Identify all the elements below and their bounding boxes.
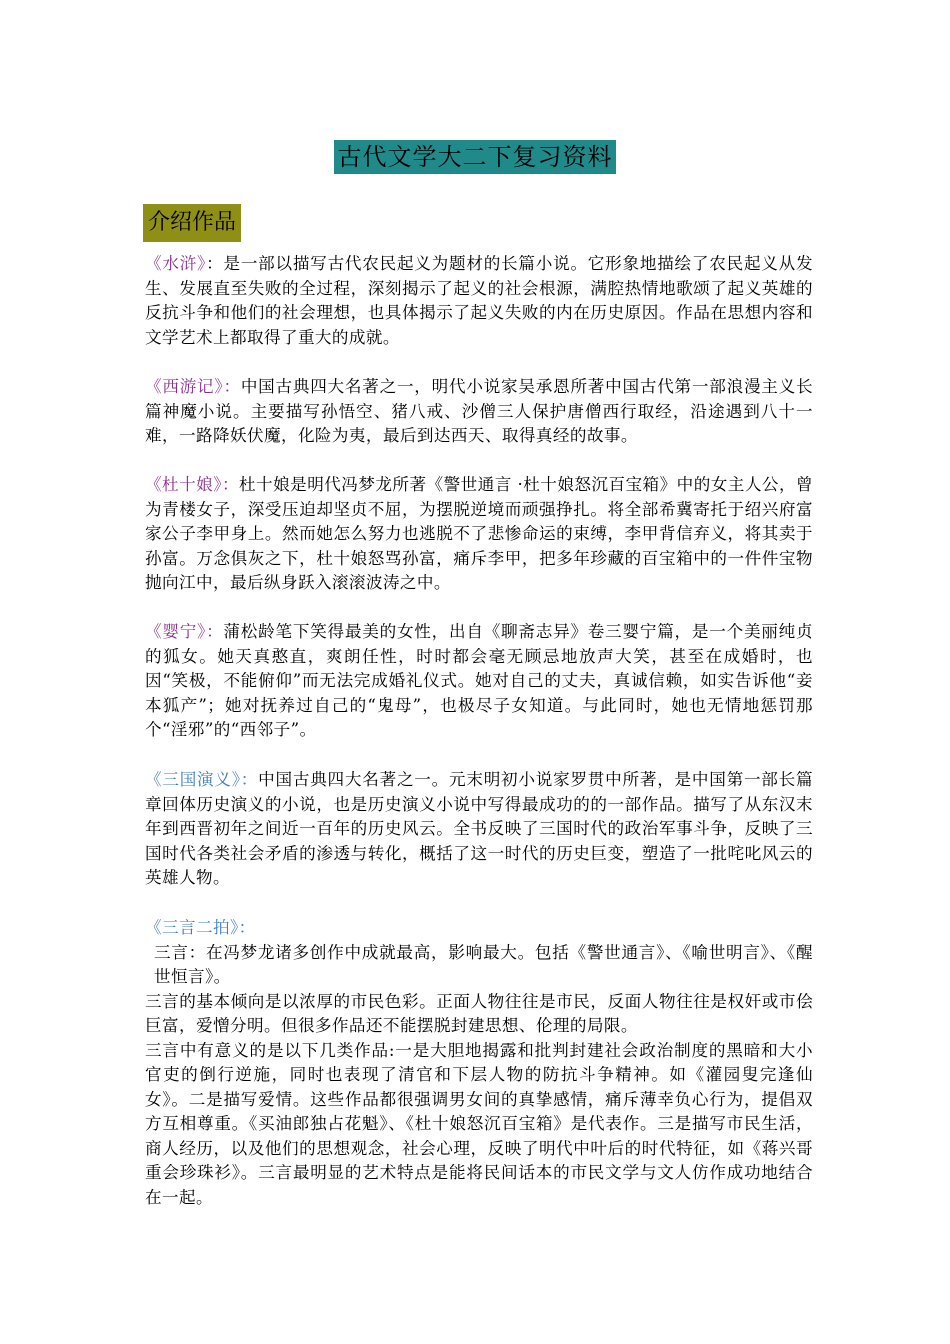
work-title: 《水浒》: [145, 254, 207, 273]
work-title: 《西游记》：: [145, 377, 241, 396]
entry-yingning: [145, 620, 813, 743]
page-title: 古代文学大二下复习资料: [334, 140, 616, 174]
work-title: 《三国演义》：: [145, 770, 259, 789]
entry-sanguo: [145, 768, 813, 891]
entry-sanyan-erpai: [145, 916, 813, 1210]
entry-xiyouji: [145, 375, 813, 449]
work-title: 《婴宁》：: [145, 622, 224, 641]
work-description: 蒲松龄笔下笑得最美的女性，出自《聊斋志异》卷三婴宁篇，是一个美丽纯贞的狐女。她天真憨直，爽朗任性，时时都会毫无顾忌地放声大笑，甚至在成婚时，也因“笑极，不能俯仰”而无法完成婚礼仪式。她对自己的丈夫，真诚信赖，如实告诉他“妾本狐产”；她对抚养过自己的“鬼母”，也极尽子女知道。与此同时，她也无情地惩罚那个“淫邪”的“西邻子”。: [145, 622, 813, 739]
work-title: 《杜十娘》：: [145, 475, 239, 494]
work-description: 中国古典四大名著之一，明代小说家吴承恩所著中国古代第一部浪漫主义长篇神魔小说。主要描写孙悟空、猪八戒、沙僧三人保护唐僧西行取经，沿途遇到八十一难，一路降妖伏魔，化险为夷，最后到达西天、取得真经的故事。: [145, 377, 813, 445]
entry-shuihu: [145, 252, 813, 350]
section-heading: 介绍作品: [143, 204, 241, 242]
separator: ：: [206, 254, 224, 273]
paragraph: 三言：在冯梦龙诸多创作中成就最高，影响最大。包括《警世通言》、《喻世明言》、《醒世恒言》。: [154, 942, 813, 986]
paragraph: 三言的基本倾向是以浓厚的市民色彩。正面人物往往是市民，反面人物往往是权奸或市侩巨富，爱憎分明。但很多作品还不能摆脱封建思想、伦理的局限。: [145, 991, 813, 1035]
work-description: 中国古典四大名著之一。元末明初小说家罗贯中所著，是中国第一部长篇章回体历史演义的小说，也是历史演义小说中写得最成功的的一部作品。描写了从东汉末年到西晋初年之间近一百年的历史风云。全书反映了三国时代的政治军事斗争，反映了三国时代各类社会矛盾的渗透与转化，概括了这一时代的历史巨变，塑造了一批咤叱风云的英雄人物。: [145, 770, 813, 887]
paragraph: 三言中有意义的是以下几类作品:一是大胆地揭露和批判封建社会政治制度的黑暗和大小官吏的倒行逆施，同时也表现了清官和下层人物的防抗斗争精神。如《灌园叟完逢仙女》。二是描写爱情。这些作品都很强调男女间的真挚感情，痛斥薄幸负心行为，提倡双方互相尊重。《买油郎独占花魁》、《杜十娘怒沉百宝箱》是代表作。三是描写市民生活，商人经历，以及他们的思想观念，社会心理，反映了明代中叶后的时代特征，如《蒋兴哥重会珍珠衫》。三言最明显的艺术特点是能将民间话本的市民文学与文人仿作成功地结合在一起。: [145, 1040, 813, 1207]
work-title: 《三言二拍》：: [145, 918, 256, 937]
entry-dushiniang: [145, 473, 813, 596]
work-description: 杜十娘是明代冯梦龙所著《警世通言 ·杜十娘怒沉百宝箱》中的女主人公，曾为青楼女子，深受压迫却坚贞不屈，为摆脱逆境而顽强挣扎。将全部希冀寄托于绍兴府富家公子李甲身上。然而她怎么努力也逃脱不了悲惨命运的束缚，李甲背信弃义，将其卖于孙富。万念俱灰之下，杜十娘怒骂孙富，痛斥李甲，把多年珍藏的百宝箱中的一件件宝物抛向江中，最后纵身跃入滚滚波涛之中。: [145, 475, 813, 592]
work-description: 是一部以描写古代农民起义为题材的长篇小说。它形象地描绘了农民起义从发生、发展直至失败的全过程，深刻揭示了起义的社会根源，满腔热情地歌颂了起义英雄的反抗斗争和他们的社会理想，也具体揭示了起义失败的内在历史原因。作品在思想内容和文学艺术上都取得了重大的成就。: [145, 254, 813, 347]
